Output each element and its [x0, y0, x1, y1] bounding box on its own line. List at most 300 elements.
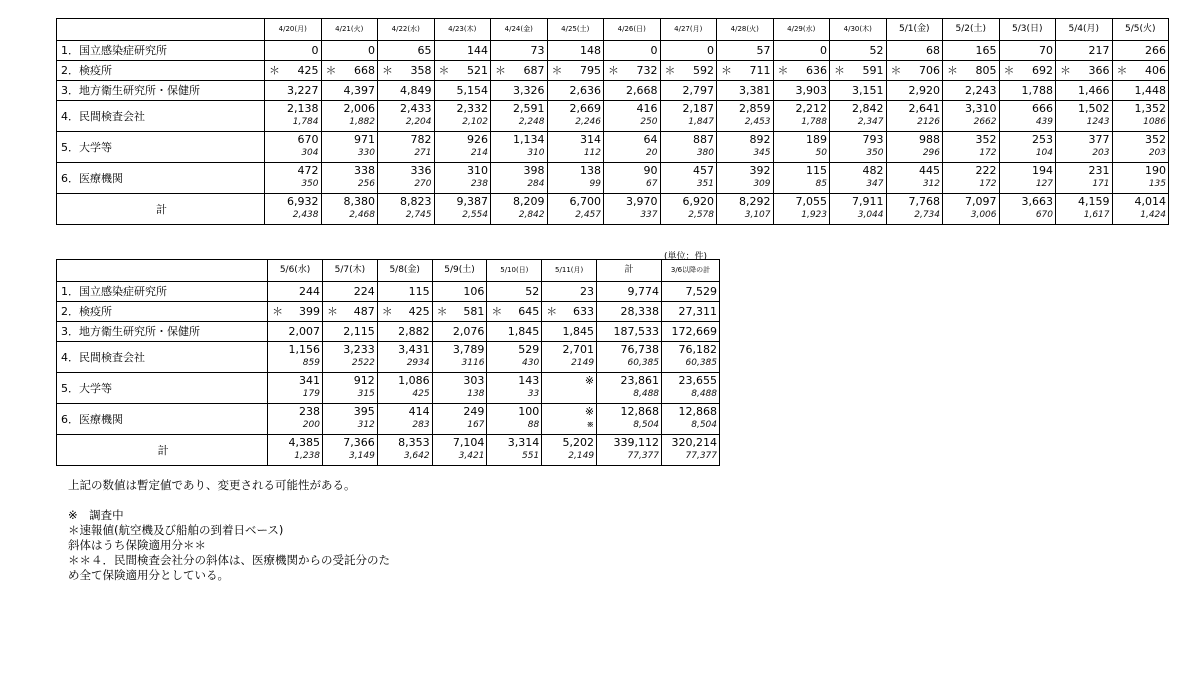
value-cell: [322, 342, 377, 373]
insured-count-value: 1,788: [801, 117, 827, 127]
value-cell: [830, 61, 887, 81]
insured-count-value: 330: [357, 148, 375, 158]
value-cell: [1056, 163, 1113, 194]
value-cell: [773, 81, 830, 101]
insured-count-value: 104: [1035, 148, 1053, 158]
count-value: 70: [1039, 44, 1053, 57]
value-cell: [321, 41, 378, 61]
value-cell: [662, 282, 720, 302]
value-cell: [432, 404, 487, 435]
value-cell: [547, 81, 604, 101]
count-value: 4,385: [288, 436, 320, 449]
value-cell: [491, 163, 548, 194]
value-cell: [432, 322, 487, 342]
value-cell: [999, 81, 1056, 101]
value-cell: [268, 322, 323, 342]
value-cell: [717, 163, 774, 194]
value-cell: [322, 373, 377, 404]
value-cell: [265, 41, 322, 61]
count-value: 2,920: [908, 84, 940, 97]
count-value: 190: [1145, 164, 1166, 177]
value-cell: [999, 101, 1056, 132]
value-cell: [597, 322, 662, 342]
date-header: 5/9(土): [432, 260, 487, 282]
value-cell: [660, 132, 717, 163]
table-row: [57, 163, 1169, 194]
insured-count-value: 2,554: [462, 210, 488, 220]
insured-count-value: 1,847: [688, 117, 714, 127]
count-value: 7,529: [685, 285, 717, 298]
value-cell: [547, 61, 604, 81]
insured-count-value: 179: [302, 389, 320, 399]
value-cell: [432, 302, 487, 322]
footnote-line: [68, 493, 390, 508]
value-cell: [378, 194, 435, 225]
preliminary-mark: ＊: [834, 64, 845, 77]
value-cell: [434, 41, 491, 61]
insured-count-value: 2,248: [518, 117, 545, 127]
value-cell: [322, 435, 377, 466]
count-value: 352: [1145, 133, 1166, 146]
value-cell: [717, 194, 774, 225]
value-cell: [487, 282, 542, 302]
count-value: 591: [862, 64, 884, 77]
value-cell: [773, 61, 830, 81]
value-cell: [999, 132, 1056, 163]
value-cell: [377, 404, 432, 435]
value-cell: [717, 101, 774, 132]
count-value: 4,014: [1134, 195, 1166, 208]
value-cell: [491, 41, 548, 61]
count-value: 666: [1032, 102, 1053, 115]
count-value: 52: [869, 44, 884, 57]
insured-count-value: 2,102: [462, 117, 488, 127]
count-value: 2,076: [452, 325, 485, 338]
count-value: 793: [862, 133, 884, 146]
insured-count-value: 2,468: [349, 210, 375, 220]
insured-count-value: 2662: [973, 117, 997, 127]
value-cell: [597, 342, 662, 373]
preliminary-mark: ＊: [438, 64, 450, 77]
value-cell: [1056, 61, 1113, 81]
count-value: 336: [410, 164, 432, 177]
count-value: 3,789: [452, 343, 485, 356]
preliminary-mark: ＊: [721, 64, 732, 77]
value-cell: [660, 194, 717, 225]
insured-count-value: 270: [414, 179, 432, 189]
value-cell: [322, 404, 377, 435]
value-cell: [547, 132, 604, 163]
row-label: 計: [57, 435, 268, 466]
value-cell: [547, 41, 604, 61]
count-value: 172,669: [671, 325, 717, 338]
count-value: 23,655: [678, 374, 717, 387]
count-value: 7,097: [965, 195, 997, 208]
count-value: 8,209: [513, 195, 545, 208]
insured-count-value: 310: [527, 148, 545, 158]
row-label: 4．民間検査会社: [57, 342, 268, 373]
value-cell: [432, 373, 487, 404]
value-cell: [542, 342, 597, 373]
value-cell: [321, 101, 378, 132]
count-value: 0: [707, 44, 714, 57]
row-label: 計: [57, 194, 265, 225]
value-cell: [268, 373, 323, 404]
count-value: 76,738: [620, 343, 660, 356]
value-cell: [321, 194, 378, 225]
count-value: 971: [354, 133, 375, 146]
preliminary-mark: ＊: [546, 305, 558, 318]
count-value: 482: [862, 164, 884, 177]
row-label: 4．民間検査会社: [57, 101, 265, 132]
value-cell: [1056, 41, 1113, 61]
insured-count-value: 127: [1035, 179, 1053, 189]
count-value: 6,932: [287, 195, 319, 208]
value-cell: [265, 101, 322, 132]
count-value: 65: [417, 44, 432, 57]
count-value: 392: [749, 164, 771, 177]
insured-count-value: 20: [646, 148, 658, 158]
value-cell: [717, 132, 774, 163]
value-cell: [542, 302, 597, 322]
insured-count-value: 296: [922, 148, 940, 158]
insured-count-value: 1,238: [294, 451, 320, 461]
table-row: [57, 282, 720, 302]
insured-count-value: 859: [302, 358, 320, 368]
preliminary-mark: ＊: [491, 305, 503, 318]
value-cell: [542, 373, 597, 404]
value-cell: [491, 101, 548, 132]
count-value: 338: [354, 164, 375, 177]
count-value: 887: [693, 133, 714, 146]
value-cell: [1056, 81, 1113, 101]
value-cell: [830, 81, 887, 101]
value-cell: [487, 322, 542, 342]
insured-count-value: 2934: [406, 358, 430, 368]
count-value: 249: [463, 405, 485, 418]
preliminary-mark: ＊: [1003, 64, 1015, 77]
count-value: 27,311: [678, 305, 717, 318]
count-value: 52: [525, 285, 540, 298]
count-value: 1,845: [562, 325, 595, 338]
insured-count-value: 3,006: [970, 210, 997, 220]
count-value: 23: [580, 285, 595, 298]
count-value: 5,202: [562, 436, 595, 449]
insured-count-value: 3,044: [857, 210, 884, 220]
date-header: 5/6(水): [268, 260, 323, 282]
count-value: 8,292: [739, 195, 771, 208]
footnote-line: 上記の数値は暫定値であり、変更される可能性がある。: [68, 478, 356, 492]
row-label: 6．医療機関: [57, 163, 265, 194]
count-value: 521: [467, 64, 488, 77]
daily-tests-table-1: [56, 18, 1169, 225]
value-cell: [547, 163, 604, 194]
preliminary-mark: ＊: [269, 64, 280, 77]
count-value: 7,366: [343, 436, 375, 449]
value-cell: [1112, 101, 1169, 132]
value-cell: [662, 302, 720, 322]
table-row: [57, 302, 720, 322]
count-value: 8,823: [400, 195, 432, 208]
count-value: 3,314: [507, 436, 540, 449]
insured-count-value: 3116: [461, 358, 485, 368]
insured-count-value: 283: [412, 420, 430, 430]
insured-count-value: 2,438: [292, 210, 319, 220]
footnote-line: ※ 調査中: [68, 508, 124, 522]
preliminary-mark: ＊: [608, 64, 619, 77]
count-value: 3,233: [343, 343, 375, 356]
date-header: 5/7(木): [322, 260, 377, 282]
value-cell: [886, 101, 943, 132]
footnote-line: ＊＊４．民間検査会社分の斜体は、医療機関からの受託分のた: [68, 553, 390, 567]
insured-count-value: 203: [1148, 148, 1166, 158]
value-cell: [886, 163, 943, 194]
value-cell: [660, 61, 717, 81]
count-value: 148: [580, 44, 601, 57]
count-value: 425: [297, 64, 319, 77]
insured-count-value: 77,377: [685, 451, 717, 461]
daily-tests-table-2: [56, 259, 720, 466]
count-value: 2,187: [682, 102, 714, 115]
count-value: 231: [1088, 164, 1110, 177]
value-cell: [662, 342, 720, 373]
count-value: 1,448: [1134, 84, 1166, 97]
row-label: 5．大学等: [57, 132, 265, 163]
header-row: [57, 260, 720, 282]
count-value: 377: [1088, 133, 1110, 146]
date-header: 4/23(木): [434, 19, 491, 41]
date-header: 4/26(日): [604, 19, 661, 41]
value-cell: [1112, 163, 1169, 194]
date-header: 4/22(水): [378, 19, 435, 41]
count-value: 165: [975, 44, 997, 57]
row-label: 3．地方衛生研究所・保健所: [57, 322, 268, 342]
count-value: 2,797: [682, 84, 714, 97]
date-header: 4/29(水): [773, 19, 830, 41]
value-cell: [662, 373, 720, 404]
table-row: [57, 101, 1169, 132]
table-row: [57, 81, 1169, 101]
value-cell: [717, 61, 774, 81]
insured-count-value: 8,488: [691, 389, 717, 399]
value-cell: [943, 101, 1000, 132]
value-cell: [773, 194, 830, 225]
preliminary-mark: ＊: [381, 305, 393, 318]
count-value: 3,310: [965, 102, 997, 115]
value-cell: [660, 163, 717, 194]
value-cell: [597, 302, 662, 322]
count-value: 3,326: [513, 84, 545, 97]
count-value: 3,663: [1021, 195, 1053, 208]
count-value: 645: [518, 305, 540, 318]
date-header: 計: [597, 260, 662, 282]
value-cell: [378, 81, 435, 101]
count-value: 457: [693, 164, 714, 177]
value-cell: [886, 41, 943, 61]
count-value: 2,006: [343, 102, 375, 115]
insured-count-value: 203: [1092, 148, 1110, 158]
count-value: 892: [749, 133, 771, 146]
value-cell: [377, 373, 432, 404]
value-cell: [597, 373, 662, 404]
count-value: 1,788: [1021, 84, 1053, 97]
count-value: 0: [650, 44, 658, 57]
count-value: 366: [1088, 64, 1110, 77]
count-value: 310: [467, 164, 488, 177]
count-value: 912: [353, 374, 375, 387]
count-value: 3,903: [795, 84, 827, 97]
count-value: 5,154: [456, 84, 488, 97]
value-cell: [268, 302, 323, 322]
count-value: 314: [580, 133, 601, 146]
insured-count-value: 2,246: [575, 117, 601, 127]
count-value: 64: [643, 133, 658, 146]
insured-count-value: 350: [866, 148, 884, 158]
count-value: 592: [693, 64, 714, 77]
count-value: 406: [1145, 64, 1166, 77]
count-value: 7,768: [908, 195, 940, 208]
count-value: 7,055: [795, 195, 827, 208]
table-row: [57, 342, 720, 373]
value-cell: [434, 101, 491, 132]
insured-count-value: 60,385: [627, 358, 660, 368]
value-cell: [1112, 194, 1169, 225]
date-header: 5/5(火): [1112, 19, 1169, 41]
value-cell: [943, 194, 1000, 225]
value-cell: [378, 132, 435, 163]
value-cell: [487, 342, 542, 373]
insured-count-value: 135: [1148, 179, 1166, 189]
insured-count-value: 2,453: [744, 117, 771, 127]
insured-count-value: 1,784: [292, 117, 319, 127]
count-value: 2,701: [562, 343, 595, 356]
insured-count-value: 77,377: [627, 451, 660, 461]
unit-label: (単位：件): [664, 252, 708, 262]
count-value: 399: [298, 305, 320, 318]
value-cell: [717, 41, 774, 61]
count-value: 352: [975, 133, 997, 146]
value-cell: [662, 322, 720, 342]
count-value: 3,970: [626, 195, 658, 208]
preliminary-mark: ＊: [495, 64, 506, 77]
count-value: 636: [806, 64, 827, 77]
value-cell: [322, 282, 377, 302]
value-cell: [717, 81, 774, 101]
count-value: 90: [643, 164, 658, 177]
insured-count-value: 1,923: [801, 210, 827, 220]
value-cell: [434, 194, 491, 225]
insured-count-value: 309: [753, 179, 771, 189]
date-header: 5/3(日): [999, 19, 1056, 41]
value-cell: [773, 41, 830, 61]
count-value: 341: [298, 374, 320, 387]
insured-count-value: 2,347: [857, 117, 884, 127]
count-value: 144: [467, 44, 488, 57]
count-value: 2,007: [288, 325, 320, 338]
count-value: 2,115: [343, 325, 375, 338]
insured-count-value: 172: [979, 179, 997, 189]
date-header: 5/8(金): [377, 260, 432, 282]
count-value: 8,380: [343, 195, 375, 208]
value-cell: [265, 61, 322, 81]
count-value: 28,338: [620, 305, 660, 318]
insured-count-value: 425: [412, 389, 430, 399]
insured-count-value: 2,149: [568, 451, 595, 461]
count-value: 487: [353, 305, 375, 318]
preliminary-mark: ＊: [777, 64, 789, 77]
insured-count-value: 3,642: [403, 451, 430, 461]
value-cell: [830, 132, 887, 163]
date-header: 5/10(日): [487, 260, 542, 282]
preliminary-mark: ＊: [382, 64, 393, 77]
count-value: 2,138: [287, 102, 319, 115]
count-value: 2,332: [456, 102, 488, 115]
count-value: 320,214: [671, 436, 717, 449]
value-cell: [943, 132, 1000, 163]
insured-count-value: 33: [527, 389, 540, 399]
value-cell: [542, 404, 597, 435]
date-header: 4/20(月): [265, 19, 322, 41]
count-value: 782: [410, 133, 432, 146]
count-value: 2,882: [398, 325, 430, 338]
insured-count-value: 312: [922, 179, 940, 189]
count-value: 7,911: [852, 195, 884, 208]
count-value: 1,845: [507, 325, 540, 338]
date-header: 4/24(金): [491, 19, 548, 41]
count-value: 472: [297, 164, 319, 177]
insured-count-value: 8,504: [691, 420, 717, 430]
count-value: 1,352: [1134, 102, 1166, 115]
value-cell: [377, 322, 432, 342]
value-cell: [1056, 194, 1113, 225]
count-value: 0: [311, 44, 319, 57]
value-cell: [491, 61, 548, 81]
count-value: 303: [463, 374, 485, 387]
insured-count-value: 8,488: [633, 389, 660, 399]
date-header: 4/21(火): [321, 19, 378, 41]
value-cell: [487, 404, 542, 435]
insured-count-value: 67: [646, 179, 658, 189]
value-cell: [1112, 41, 1169, 61]
value-cell: [321, 81, 378, 101]
table-row: [57, 404, 720, 435]
count-value: 795: [580, 64, 601, 77]
value-cell: [943, 61, 1000, 81]
count-value: 1,134: [513, 133, 545, 146]
value-cell: [265, 132, 322, 163]
count-value: 4,397: [343, 84, 375, 97]
count-value: 395: [353, 405, 375, 418]
count-value: 529: [518, 343, 540, 356]
value-cell: [322, 302, 377, 322]
count-value: 3,381: [739, 84, 771, 97]
count-value: 266: [1145, 44, 1166, 57]
count-value: 2,842: [852, 102, 884, 115]
count-value: 12,868: [678, 405, 717, 418]
value-cell: [660, 41, 717, 61]
insured-count-value: 99: [589, 179, 601, 189]
value-cell: [432, 342, 487, 373]
insured-count-value: 2,842: [518, 210, 545, 220]
count-value: 106: [463, 285, 485, 298]
count-value: 445: [919, 164, 940, 177]
date-header: 5/4(月): [1056, 19, 1113, 41]
insured-count-value: 350: [301, 179, 319, 189]
insured-count-value: 2149: [571, 358, 595, 368]
count-value: 2,243: [965, 84, 997, 97]
value-cell: [378, 61, 435, 81]
value-cell: [604, 194, 661, 225]
